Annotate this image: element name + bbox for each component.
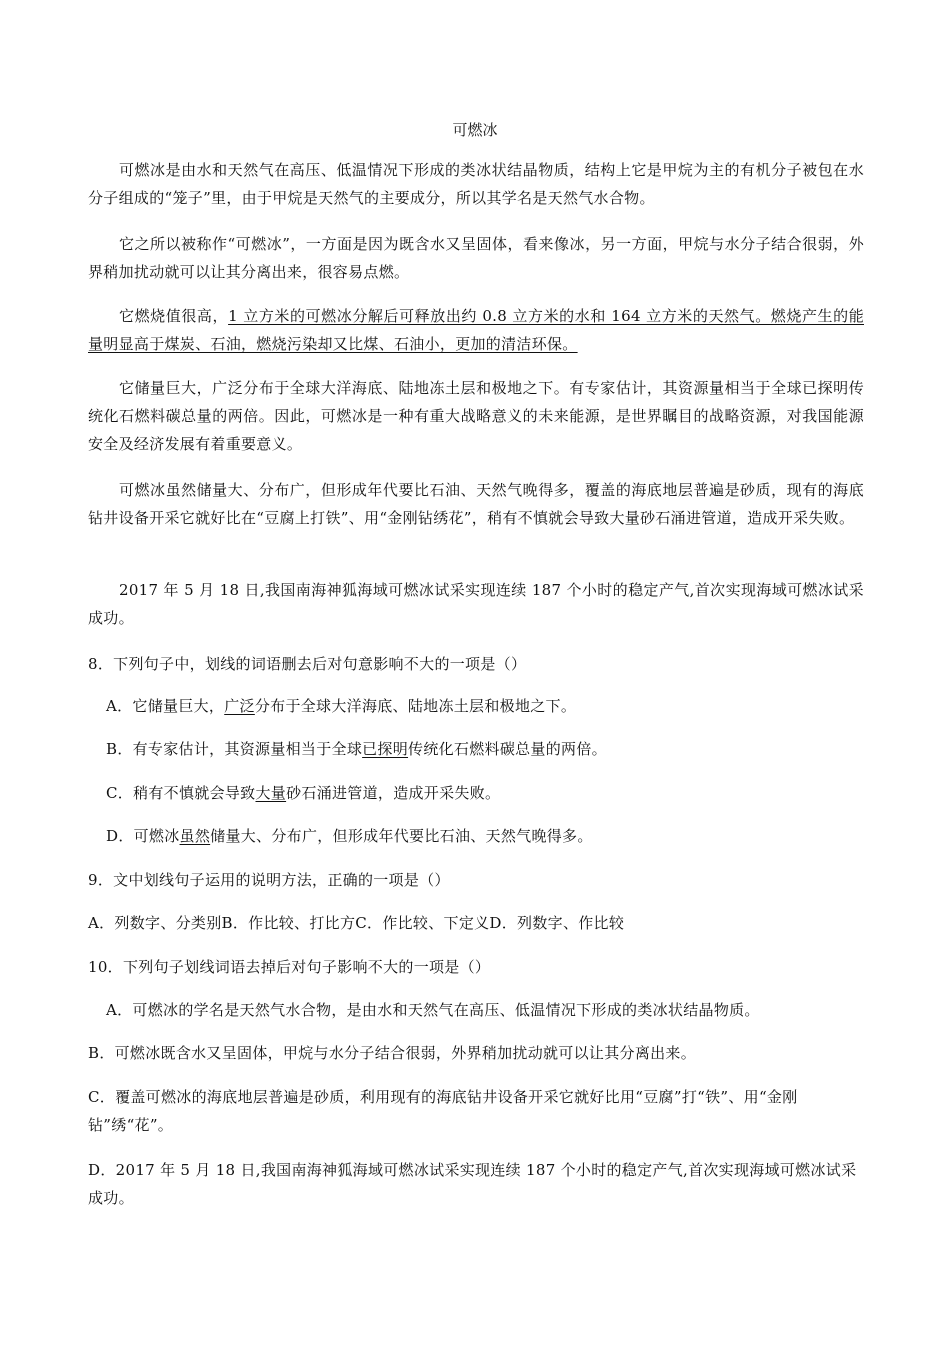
question-8-option-a <box>106 692 864 720</box>
paragraph-5: 可燃冰虽然储量大、分布广，但形成年代要比石油、天然气晚得多，覆盖的海底地层普遍是砂质，现有的海底钻井设备开采它就好比在“豆腐上打铁”、用“金刚钻绣花”，稍有不慎就会导致大量砂石涌进管道，造成开采失败。 <box>88 481 864 527</box>
option-c-underlined-word: 大量 <box>255 784 287 802</box>
option-a-underlined-word: 广泛 <box>224 697 255 715</box>
option-c-text-post: 砂石涌进管道，造成开采失败。 <box>286 784 501 802</box>
article-title: 可燃冰 <box>452 121 498 139</box>
option-d-underlined-word: 虽然 <box>179 827 211 845</box>
question-8-stem: 8．下列句子中，划线的词语删去后对句意影响不大的一项是（） <box>88 655 527 673</box>
question-9-options: A．列数字、分类别B．作比较、打比方C．作比较、下定义D．列数字、作比较 <box>88 914 625 932</box>
option-b-text-pre: B．有专家估计，其资源量相当于全球 <box>106 740 363 758</box>
option-c-text-pre: C．稍有不慎就会导致 <box>106 784 256 802</box>
option-b-text-post: 传统化石燃料碳总量的两倍。 <box>408 740 607 758</box>
option-d-text-pre: D．可燃冰 <box>106 827 180 845</box>
question-8-option-b <box>106 735 864 763</box>
question-10-option-b: B．可燃冰既含水又呈固体，甲烷与水分子结合很弱，外界稍加扰动就可以让其分离出来。 <box>88 1044 697 1062</box>
option-b-underlined-word: 已探明 <box>362 740 409 758</box>
paragraph-3 <box>88 302 864 358</box>
question-8-option-d <box>106 822 864 850</box>
option-d-text-post: 储量大、分布广，但形成年代要比石油、天然气晚得多。 <box>210 827 593 845</box>
question-10-option-a: A．可燃冰的学名是天然气水合物，是由水和天然气在高压、低温情况下形成的类冰状结晶物质。 <box>106 1001 760 1019</box>
paragraph-6: 2017 年 5 月 18 日,我国南海神狐海域可燃冰试采实现连续 187 个小时的稳定产气,首次实现海域可燃冰试采成功。 <box>88 581 864 627</box>
option-a-text-pre: A．它储量巨大， <box>106 697 225 715</box>
paragraph-2: 它之所以被称作“可燃冰”，一方面是因为既含水又呈固体，看来像冰，另一方面，甲烷与水分子结合很弱，外界稍加扰动就可以让其分离出来，很容易点燃。 <box>88 235 864 281</box>
question-9-stem: 9．文中划线句子运用的说明方法，正确的一项是（） <box>88 871 450 889</box>
question-10-stem: 10．下列句子划线词语去掉后对句子影响不大的一项是（） <box>88 958 491 976</box>
underlined-sentence: 1 立方米的可燃冰分解后可释放出约 0.8 立方米的水和 164 立方米的天然气。燃烧产生的能量明显高于煤炭、石油，燃烧污染却又比煤、石油小，更加的清洁环保。 <box>88 307 864 353</box>
question-10-option-d: D．2017 年 5 月 18 日,我国南海神狐海域可燃冰试采实现连续 187 个小时的稳定产气,首次实现海域可燃冰试采成功。 <box>88 1161 857 1207</box>
question-8-option-c <box>106 779 864 807</box>
paragraph-3-lead: 它燃烧值很高， <box>119 307 229 325</box>
question-10-option-c: C．覆盖可燃冰的海底地层普遍是砂质，利用现有的海底钻井设备开采它就好比用“豆腐”打“铁”、用“金刚钻”绣“花”。 <box>88 1088 798 1134</box>
paragraph-1: 可燃冰是由水和天然气在高压、低温情况下形成的类冰状结晶物质，结构上它是甲烷为主的有机分子被包在水分子组成的“笼子”里，由于甲烷是天然气的主要成分，所以其学名是天然气水合物。 <box>88 161 864 207</box>
paragraph-4: 它储量巨大，广泛分布于全球大洋海底、陆地冻土层和极地之下。有专家估计，其资源量相当于全球已探明传统化石燃料碳总量的两倍。因此，可燃冰是一种有重大战略意义的未来能源，是世界瞩目的战略资源，对我国能源安全及经济发展有着重要意义。 <box>88 379 864 453</box>
option-a-text-post: 分布于全球大洋海底、陆地冻土层和极地之下。 <box>254 697 577 715</box>
